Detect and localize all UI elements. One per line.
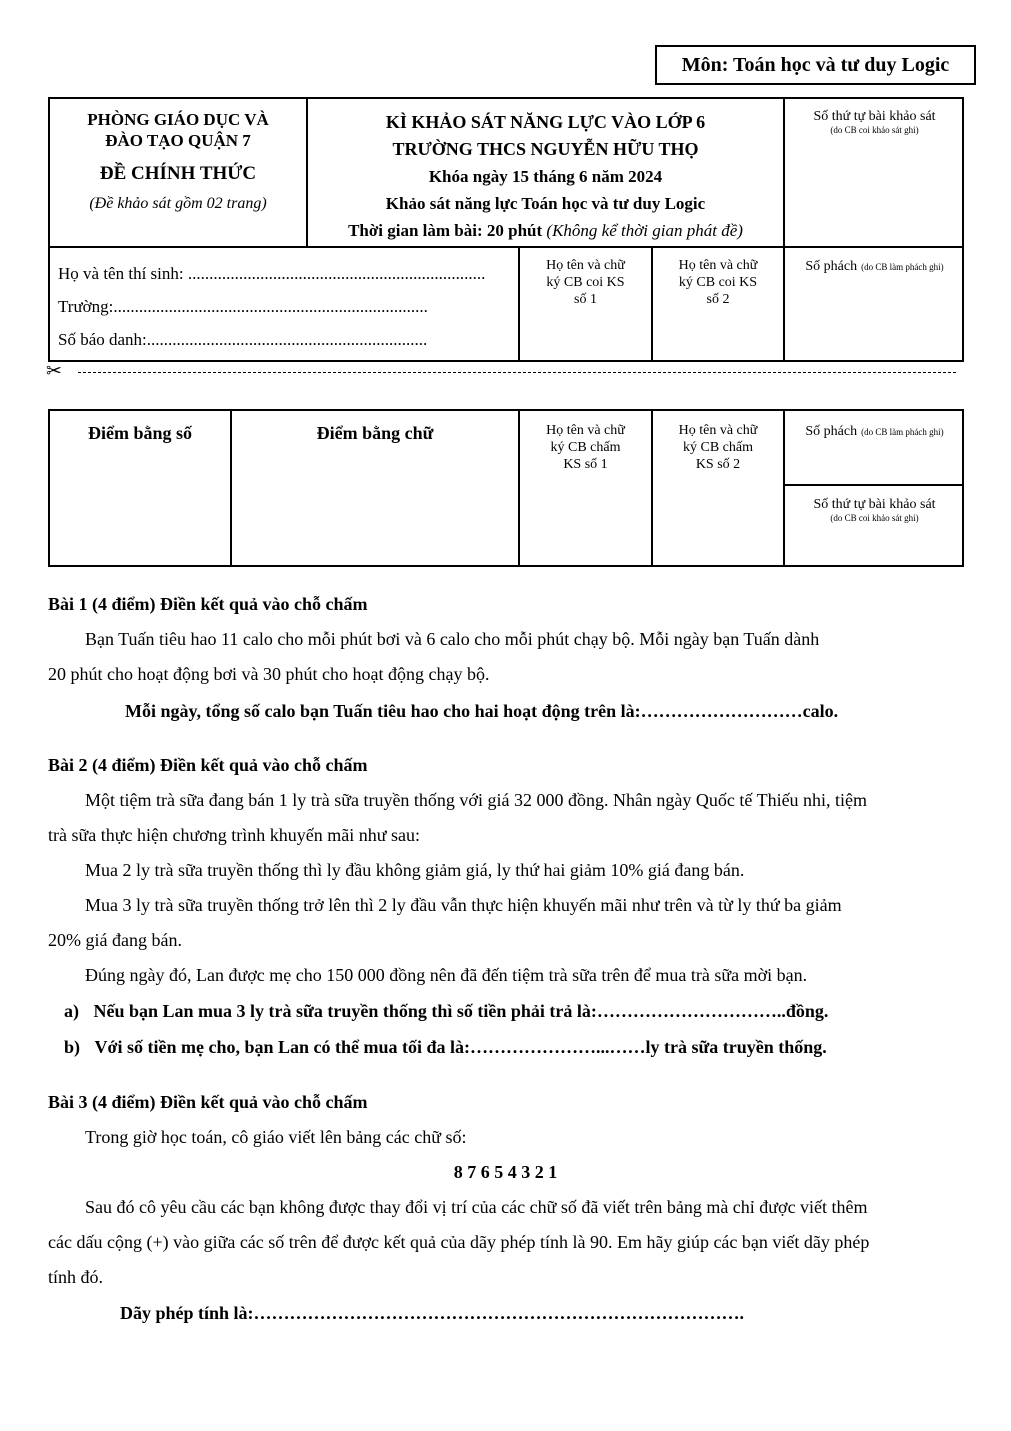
score-order-note: (do CB coi khảo sát ghi) — [830, 513, 919, 523]
bai2-question-b[interactable] — [64, 1037, 827, 1057]
survey-name: Khảo sát năng lực Toán học và tư duy Logic — [385, 194, 706, 213]
pages-note: (Đề khảo sát gồm 02 trang) — [89, 195, 267, 212]
bai2-paragraph-4: Mua 3 ly trà sữa truyền thống trở lên thì 2 ly đầu vẫn thực hiện khuyến mãi như trên và từ ly thứ ba giảm — [85, 895, 842, 915]
dashed-divider — [78, 372, 956, 373]
bai2-paragraph-1: Một tiệm trà sữa đang bán 1 ly trà sữa truyền thống với giá 32 000 đồng. Nhân ngày Quốc tế Thiếu nhi, tiệm — [85, 790, 868, 810]
subject-box — [655, 45, 976, 85]
proctor2-cell — [653, 257, 783, 308]
score-secret-code-label: Số phách — [805, 424, 858, 439]
proctor1-line1: Họ tên và chữ — [546, 258, 625, 273]
bai3-paragraph-2: Sau đó cô yêu cầu các bạn không được thay đổi vị trí của các chữ số đã viết trên bảng mà chỉ được viết thêm — [85, 1197, 868, 1217]
proctor2-line2: ký CB coi KS — [678, 275, 758, 290]
cut-line — [46, 362, 958, 382]
bai2-paragraph-3: Mua 2 ly trà sữa truyền thống thì ly đầu không giảm giá, ly thứ hai giảm 10% giá đang bán. — [85, 860, 745, 880]
bai1-answer-line[interactable]: Mỗi ngày, tổng số calo bạn Tuấn tiêu hao cho hai hoạt động trên là:………………………calo. — [125, 701, 839, 721]
bai3-digits: 8 7 6 5 4 3 2 1 — [453, 1162, 558, 1182]
bai3-answer-line[interactable]: Dãy phép tính là:………………………………………………………………………. — [120, 1303, 745, 1323]
bai2-question-a[interactable] — [64, 1001, 828, 1021]
time-note: (Không kể thời gian phát đề) — [546, 221, 743, 240]
proctor1-cell — [520, 257, 651, 308]
proctor1-line2: ký CB coi KS — [546, 275, 625, 290]
secret-code-note: (do CB làm phách ghi) — [861, 262, 944, 272]
department-line2: ĐÀO TẠO QUẬN 7 — [105, 131, 251, 150]
candidate-fields — [58, 257, 485, 356]
department — [50, 109, 306, 151]
bai2-question-b-text: Với số tiền mẹ cho, bạn Lan có thể mua tối đa là:…………………...……ly trà sữa truyền thống. — [94, 1037, 827, 1057]
order-number-cell — [785, 108, 964, 135]
grader2-line3: KS số 2 — [695, 457, 741, 472]
grader2-line1: Họ tên và chữ — [678, 423, 758, 438]
score-order-label: Số thứ tự bài khảo sát — [813, 497, 936, 512]
candidate-id-field[interactable]: Số báo danh:.................................................................. — [58, 330, 428, 349]
bai3-title: Bài 3 (4 điểm) Điền kết quả vào chỗ chấm — [48, 1092, 368, 1112]
score-secret-code-note: (do CB làm phách ghi) — [861, 427, 944, 437]
secret-code-label: Số phách — [805, 259, 858, 274]
bai2-question-a-label: a) — [64, 1001, 79, 1021]
score-number-label: Điểm bằng số — [87, 423, 192, 443]
bai2-question-a-text: Nếu bạn Lan mua 3 ly trà sữa truyền thống thì số tiền phải trả là:…………………………..đồng. — [93, 1001, 829, 1021]
bai3-paragraph-3: các dấu cộng (+) vào giữa các số trên để được kết quả của dãy phép tính là 90. Em hãy giúp các bạn viết dãy phép — [48, 1232, 870, 1252]
score-secret-code-cell — [785, 422, 964, 440]
bai1-paragraph-1: Bạn Tuấn tiêu hao 11 calo cho mỗi phút bơi và 6 calo cho mỗi phút chạy bộ. Mỗi ngày bạn Tuấn dành — [85, 629, 820, 649]
bai2-title: Bài 2 (4 điểm) Điền kết quả vào chỗ chấm — [48, 755, 368, 775]
bai1-title: Bài 1 (4 điểm) Điền kết quả vào chỗ chấm — [48, 594, 368, 614]
candidate-name-field[interactable]: Họ và tên thí sinh: ...................................................................... — [58, 264, 486, 283]
bai3-paragraph-1: Trong giờ học toán, cô giáo viết lên bảng các chữ số: — [85, 1127, 467, 1147]
grader2-line2: ký CB chấm — [683, 440, 753, 455]
department-line1: PHÒNG GIÁO DỤC VÀ — [87, 110, 269, 129]
exam-title: KÌ KHẢO SÁT NĂNG LỰC VÀO LỚP 6 — [385, 112, 706, 132]
bai2-paragraph-6: Đúng ngày đó, Lan được mẹ cho 150 000 đồng nên đã đến tiệm trà sữa trên để mua trà sữa mời bạn. — [85, 965, 808, 985]
order-note: (do CB coi khảo sát ghi) — [830, 125, 919, 135]
grader1-line1: Họ tên và chữ — [546, 423, 625, 438]
grader1-cell — [520, 422, 651, 473]
bai2-question-b-label: b) — [64, 1037, 81, 1057]
candidate-school-field[interactable]: Trường:.......................................................................... — [58, 297, 428, 316]
grader1-line3: KS số 1 — [563, 457, 608, 472]
exam-date: Khóa ngày 15 tháng 6 năm 2024 — [428, 167, 663, 186]
scissors-icon: ✂ — [46, 361, 62, 382]
exam-header-table — [48, 97, 964, 362]
proctor2-line1: Họ tên và chữ — [678, 258, 758, 273]
grader2-cell — [653, 422, 783, 473]
secret-code-cell — [785, 257, 964, 275]
school-name: TRƯỜNG THCS NGUYỄN HỮU THỌ — [392, 139, 699, 159]
exam-info — [308, 109, 783, 244]
bai2-paragraph-5: 20% giá đang bán. — [48, 930, 182, 950]
grader1-line2: ký CB chấm — [550, 440, 621, 455]
proctor1-line3: số 1 — [574, 292, 597, 307]
bai3-paragraph-4: tính đó. — [48, 1267, 104, 1287]
proctor2-line3: số 2 — [706, 292, 730, 307]
time-label: Thời gian làm bài: 20 phút — [348, 221, 543, 240]
subject-label: Môn: Toán học và tư duy Logic — [681, 53, 950, 76]
bai1-paragraph-2: 20 phút cho hoạt động bơi và 30 phút cho hoạt động chạy bộ. — [48, 664, 490, 684]
official-label: ĐỀ CHÍNH THỨC — [99, 163, 257, 184]
order-label: Số thứ tự bài khảo sát — [813, 109, 936, 124]
score-order-cell — [785, 496, 964, 523]
score-words-label: Điểm bằng chữ — [316, 423, 434, 443]
score-table — [48, 409, 964, 567]
bai2-paragraph-2: trà sữa thực hiện chương trình khuyến mãi như sau: — [48, 825, 420, 845]
